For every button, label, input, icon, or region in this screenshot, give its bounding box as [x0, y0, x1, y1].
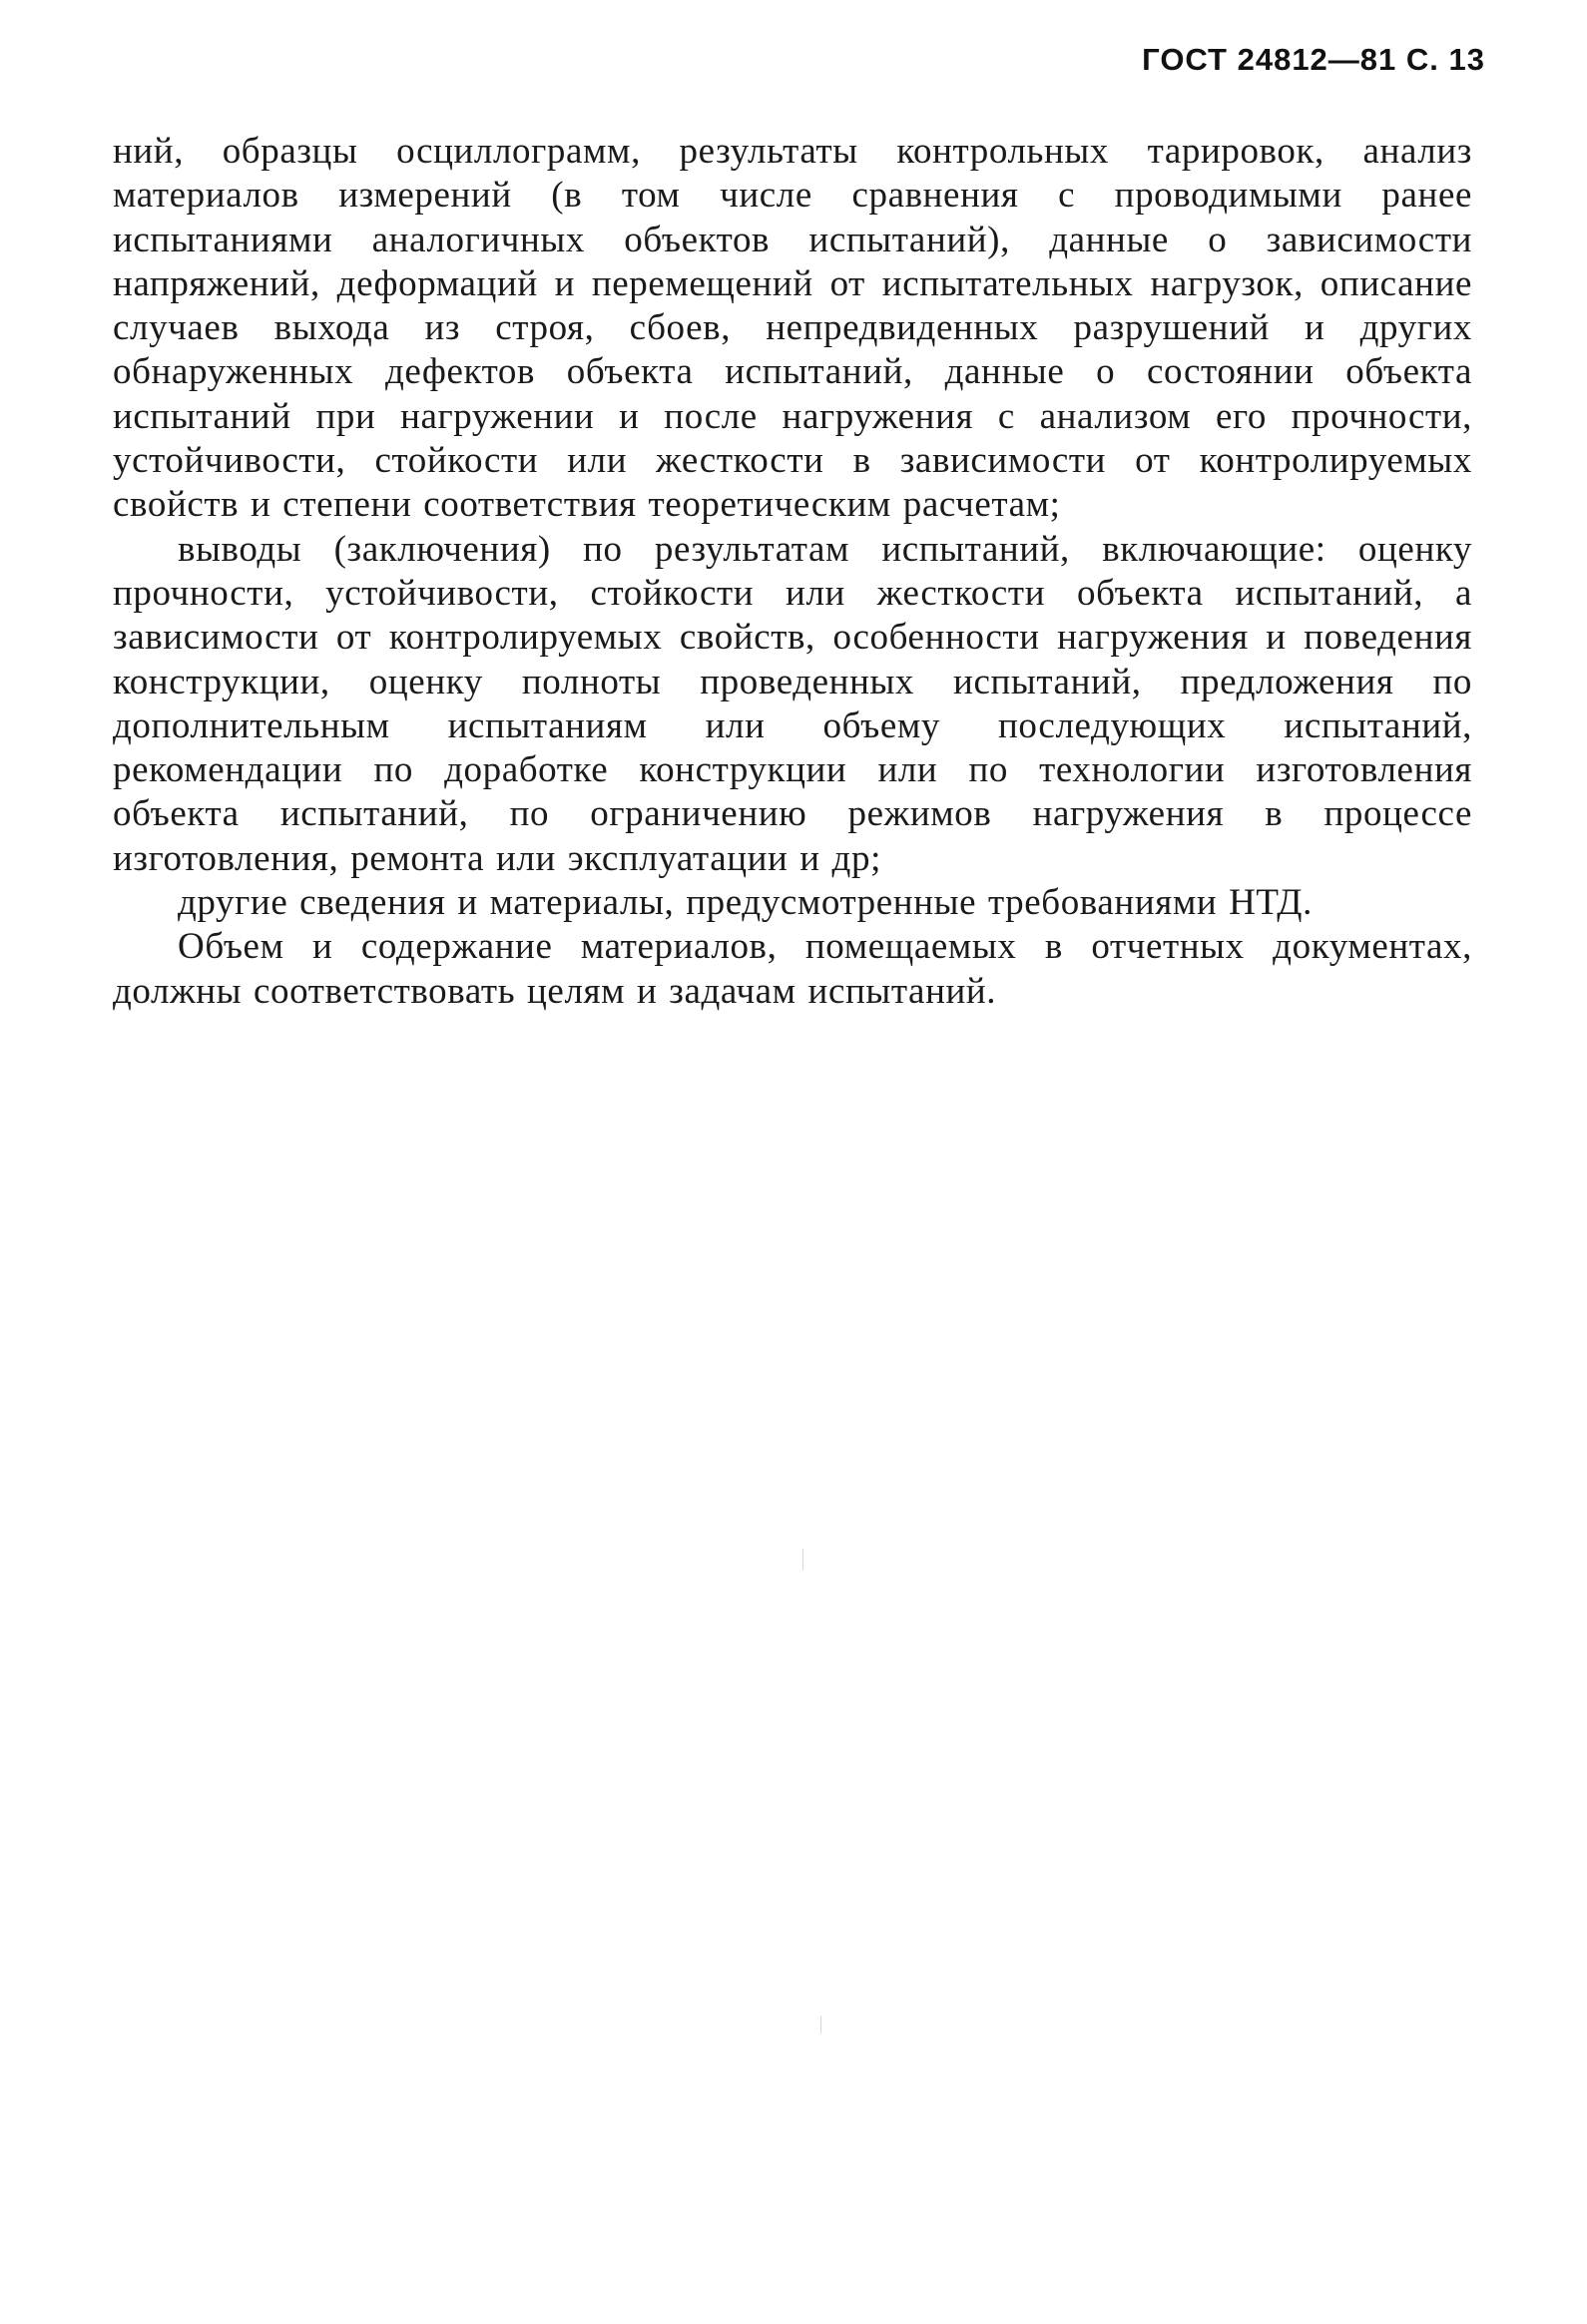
page-body — [113, 130, 1472, 1014]
paragraph-other-materials: другие сведения и материалы, предусмотренные требованиями НТД. — [178, 882, 1313, 924]
paragraph-conclusions: выводы (заключения) по результатам испытаний, включающие: оценку прочности, устойчивости, стойкости или жесткости объекта испытаний, а зависимости от контролируемых свойств, особенности нагружения и поведения конструкции, оценку полноты проведенных испытаний, предложения по дополнительным испытаниям или объему последующих испытаний, рекомендации по доработке конструкции или по технологии изготовления объекта испытаний, по ограничению режимов нагружения в процессе изготовления, ремонта или эксплуатации и др; — [113, 528, 1472, 879]
paragraph-continuation: ний, образцы осциллограмм, результаты контрольных тарировок, анализ материалов измерений (в том числе сравнения с проводимыми ранее испытаниями аналогичных объектов испытаний), данные о зависимости напряжений, деформаций и перемещений от испытательных нагрузок, описание случаев выхода из строя, сбоев, непредвиденных разрушений и других обнаруженных дефектов объекта испытаний, данные о состоянии объекта испытаний при нагружении и после нагружения с анализом его прочности, устойчивости, стойкости или жесткости в зависимости от контролируемых свойств и степени соответствия теоретическим расчетам; — [113, 131, 1472, 526]
paragraph-scope: Объем и содержание материалов, помещаемых в отчетных документах, должны соответствовать целям и задачам испытаний. — [113, 926, 1472, 1012]
scan-speck — [802, 1549, 803, 1571]
page-header: ГОСТ 24812—81 С. 13 — [1142, 42, 1485, 77]
scan-speck — [820, 2016, 821, 2034]
